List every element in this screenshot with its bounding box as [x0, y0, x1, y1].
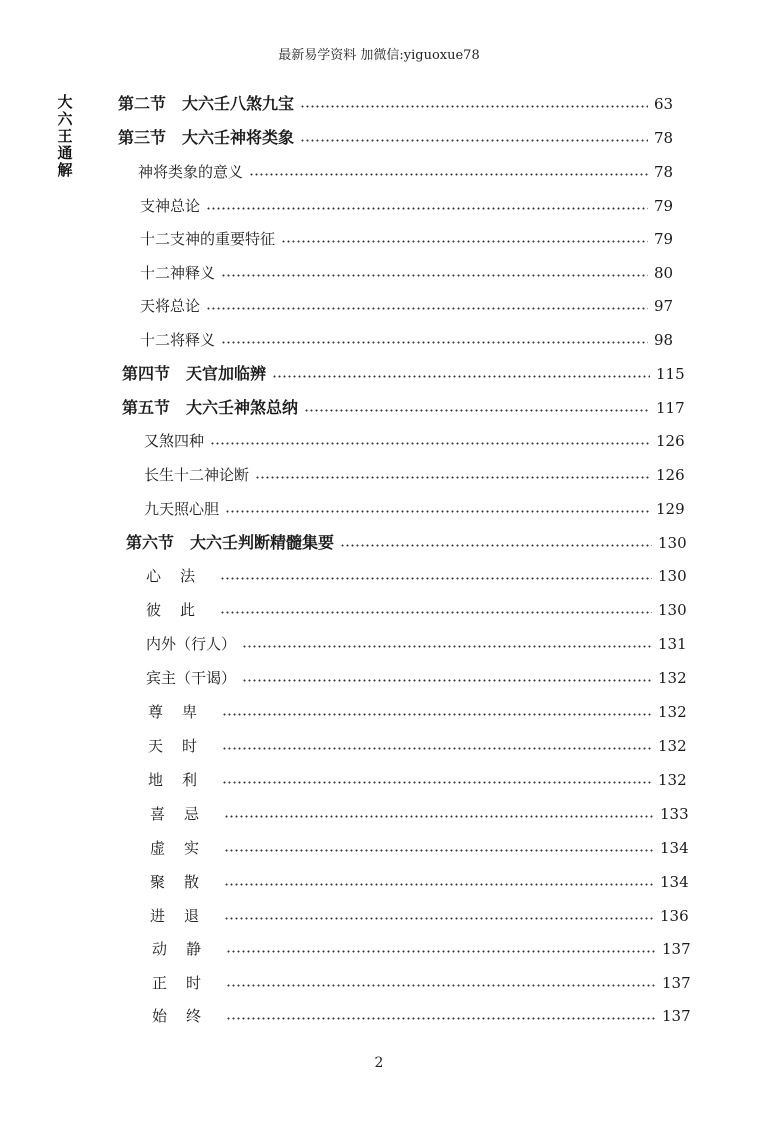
toc-entry-page: 133: [660, 805, 689, 823]
toc-entry-page: 137: [662, 974, 691, 992]
toc-entry[interactable]: [152, 937, 692, 961]
toc-entry-page: 132: [658, 737, 687, 755]
toc-leader-dots: [210, 442, 650, 445]
toc-entry-label: 第四节 天官加临辨: [122, 364, 267, 383]
toc-entry-page: 137: [662, 940, 691, 958]
toc-leader-dots: [224, 883, 654, 886]
toc-entry-page: 131: [658, 635, 687, 653]
toc-entry-page: 115: [656, 365, 685, 383]
toc-entry-label: 宾主（干谒）: [146, 669, 237, 687]
toc-entry-label: 十二将释义: [140, 331, 216, 349]
toc-entry[interactable]: [146, 564, 688, 588]
toc-entry[interactable]: [152, 1004, 692, 1028]
toc-leader-dots: [242, 645, 652, 648]
toc-entry[interactable]: [146, 666, 688, 690]
toc-leader-dots: [226, 1017, 656, 1020]
page-number: 2: [374, 1055, 384, 1071]
page-header-watermark: 最新易学资料 加微信:yiguoxue78: [278, 48, 480, 63]
toc-entry-label: 十二支神的重要特征: [140, 230, 276, 248]
toc-leader-dots: [222, 747, 652, 750]
toc-entry-label: 天时: [148, 737, 217, 755]
toc-entry-label: 聚散: [150, 873, 219, 891]
toc-entry-page: 79: [654, 230, 674, 248]
toc-entry-label: 第二节 大六壬八煞九宝: [118, 94, 295, 113]
toc-leader-dots: [224, 815, 654, 818]
toc-leader-dots: [206, 207, 648, 210]
toc-entry-label: 十二神释义: [140, 264, 216, 282]
toc-entry[interactable]: [152, 971, 692, 995]
toc-entry-page: 78: [654, 163, 674, 181]
toc-entry[interactable]: [140, 294, 684, 318]
toc-entry-page: 126: [656, 466, 685, 484]
toc-entry-page: 79: [654, 197, 674, 215]
toc-entry-label: 虚实: [150, 839, 219, 857]
toc-entry[interactable]: [122, 362, 686, 386]
toc-entry-page: 136: [660, 907, 689, 925]
toc-leader-dots: [226, 984, 656, 987]
toc-entry-page: 132: [658, 669, 687, 687]
toc-entry[interactable]: [140, 194, 684, 218]
toc-entry-label: 正时: [152, 974, 221, 992]
toc-entry[interactable]: [148, 734, 688, 758]
toc-entry-page: 132: [658, 771, 687, 789]
toc-leader-dots: [225, 510, 650, 513]
toc-entry[interactable]: [150, 870, 690, 894]
toc-entry[interactable]: [146, 598, 688, 622]
toc-entry[interactable]: [140, 227, 684, 251]
toc-entry-label: 内外（行人）: [146, 635, 237, 653]
toc-entry-page: 97: [654, 297, 674, 315]
toc-entry-label: 喜忌: [150, 805, 219, 823]
toc-leader-dots: [224, 849, 654, 852]
toc-entry[interactable]: [126, 531, 688, 555]
toc-entry-page: 129: [656, 500, 685, 518]
toc-leader-dots: [255, 476, 650, 479]
toc-leader-dots: [220, 611, 652, 614]
toc-leader-dots: [300, 139, 648, 142]
toc-entry-label: 尊卑: [148, 703, 217, 721]
toc-entry-label: 始终: [152, 1007, 221, 1025]
toc-entry-page: 126: [656, 432, 685, 450]
toc-entry[interactable]: [140, 328, 684, 352]
toc-entry-label: 进退: [150, 907, 219, 925]
toc-entry-page: 134: [660, 839, 689, 857]
toc-leader-dots: [222, 781, 652, 784]
toc-entry-page: 130: [658, 534, 687, 552]
toc-entry-label: 长生十二神论断: [144, 466, 250, 484]
toc-entry-page: 130: [658, 567, 687, 585]
toc-leader-dots: [281, 240, 648, 243]
toc-entry[interactable]: [118, 92, 684, 116]
toc-entry-label: 神将类象的意义: [138, 163, 244, 181]
toc-leader-dots: [220, 577, 652, 580]
toc-entry-label: 心法: [146, 567, 215, 585]
toc-leader-dots: [340, 544, 652, 547]
toc-entry-label: 九天照心胆: [144, 500, 220, 518]
toc-entry[interactable]: [144, 497, 686, 521]
toc-leader-dots: [206, 307, 648, 310]
toc-leader-dots: [304, 409, 650, 412]
toc-leader-dots: [221, 341, 648, 344]
toc-entry-label: 彼此: [146, 601, 215, 619]
toc-entry-label: 支神总论: [140, 197, 201, 215]
toc-entry[interactable]: [146, 632, 688, 656]
toc-leader-dots: [300, 105, 648, 108]
toc-entry-label: 天将总论: [140, 297, 201, 315]
toc-entry-label: 动静: [152, 940, 221, 958]
toc-entry-label: 第六节 大六壬判断精髓集要: [126, 533, 335, 552]
toc-entry[interactable]: [150, 836, 690, 860]
toc-entry-page: 80: [654, 264, 674, 282]
toc-leader-dots: [224, 917, 654, 920]
toc-entry-label: 第三节 大六壬神将类象: [118, 128, 295, 147]
toc-leader-dots: [249, 173, 648, 176]
toc-entry[interactable]: [144, 463, 686, 487]
toc-entry-page: 98: [654, 331, 674, 349]
toc-entry-label: 第五节 大六壬神煞总纳: [122, 398, 299, 417]
toc-leader-dots: [272, 375, 650, 378]
toc-leader-dots: [242, 679, 652, 682]
toc-entry-label: 又煞四种: [144, 432, 205, 450]
toc-entry[interactable]: [138, 160, 684, 184]
toc-leader-dots: [226, 950, 656, 953]
toc-entry[interactable]: [150, 802, 690, 826]
toc-entry-page: 78: [654, 129, 674, 147]
toc-entry-label: 地利: [148, 771, 217, 789]
toc-leader-dots: [221, 274, 648, 277]
toc-entry[interactable]: [144, 429, 686, 453]
toc-entry[interactable]: [150, 904, 690, 928]
toc-entry-page: 117: [656, 399, 685, 417]
toc-entry[interactable]: [140, 261, 684, 285]
toc-entry[interactable]: [148, 700, 688, 724]
toc-leader-dots: [222, 713, 652, 716]
toc-entry-page: 132: [658, 703, 687, 721]
toc-entry-page: 130: [658, 601, 687, 619]
toc-entry-page: 63: [654, 95, 674, 113]
toc-entry[interactable]: [122, 396, 686, 420]
toc-entry-page: 134: [660, 873, 689, 891]
side-book-title: 大六王通解: [57, 93, 73, 179]
toc-entry-page: 137: [662, 1007, 691, 1025]
toc-entry[interactable]: [118, 126, 684, 150]
toc-entry[interactable]: [148, 768, 688, 792]
